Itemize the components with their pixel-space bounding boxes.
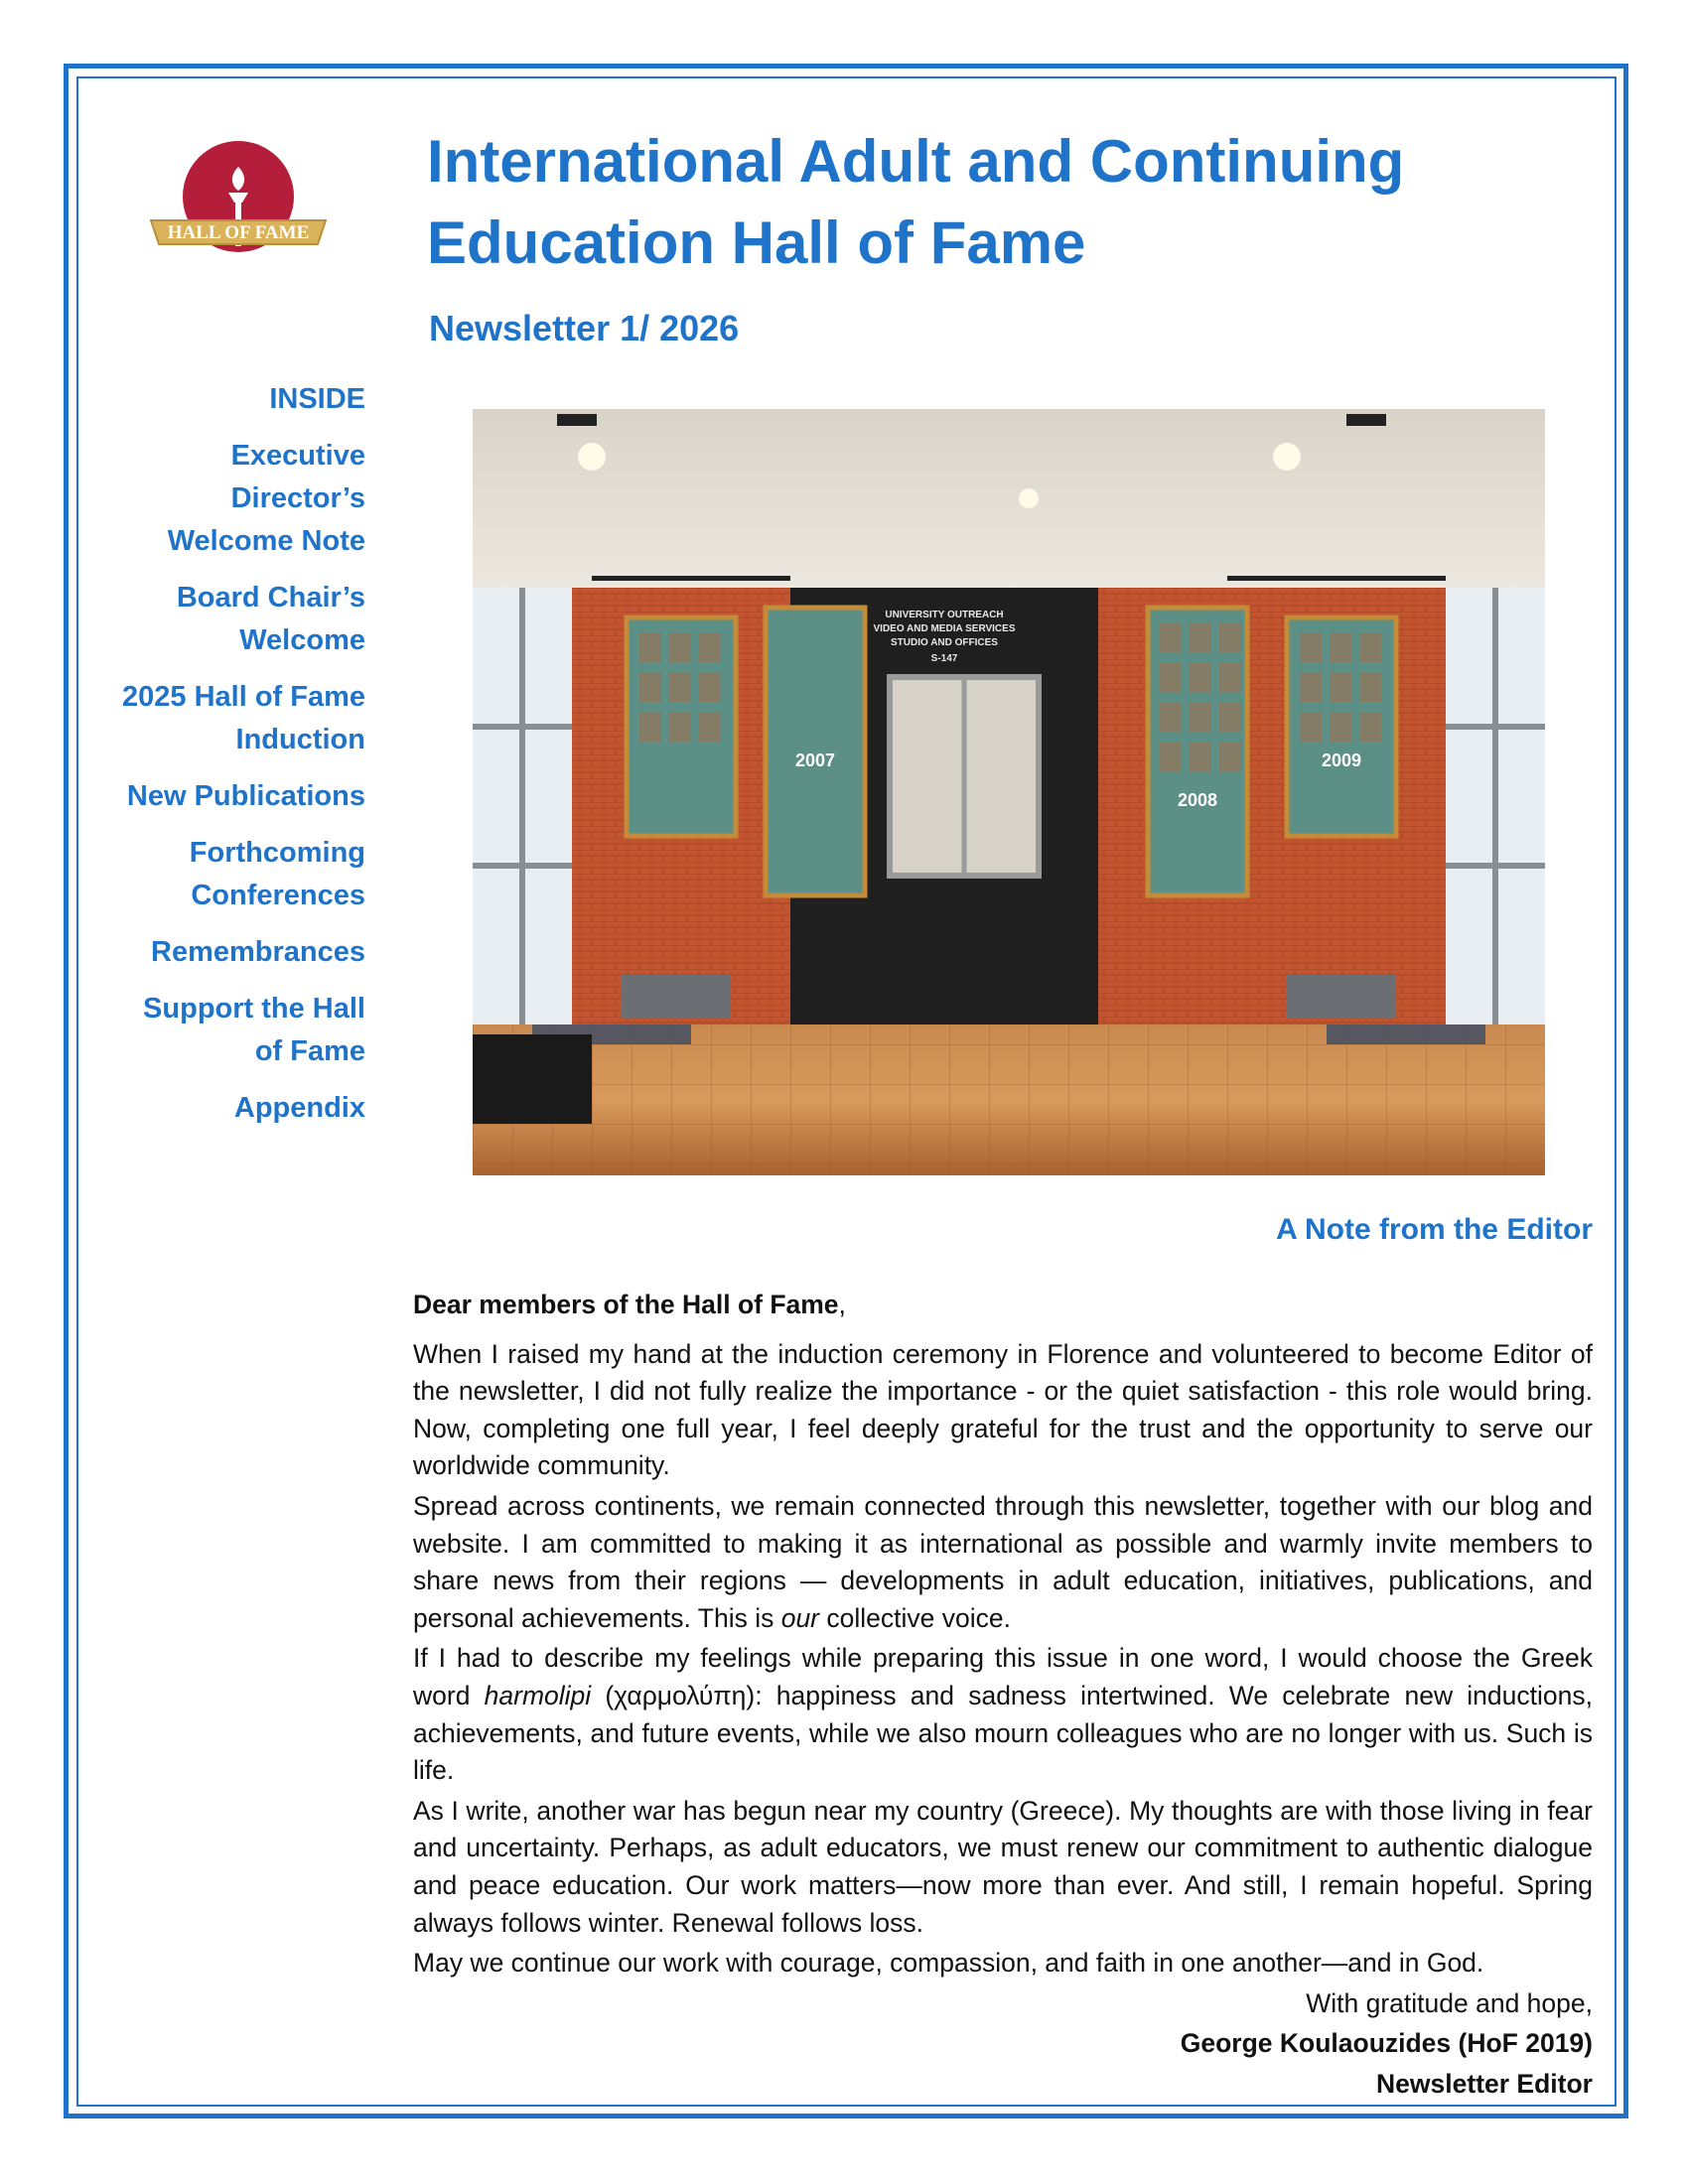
salutation-bold: Dear members of the Hall of Fame [413,1290,839,1319]
toc-item-support[interactable]: Support the Hall of Fame [143,993,365,1067]
paragraph-5: May we continue our work with courage, compassion, and faith in one another—and in God. [413,1948,1484,1979]
toc-item-appendix[interactable]: Appendix [233,1092,365,1124]
toc-item-induction[interactable]: 2025 Hall of Fame Induction [122,681,365,755]
photo-sign-line4: S-147 [930,653,958,664]
editor-note-heading: A Note from the Editor [1276,1213,1593,1246]
paragraph-2 [413,1488,1593,1637]
inside-toc [109,377,365,1144]
newsletter-issue: Newsletter 1/ 2026 [429,308,740,348]
hall-photo [473,409,1545,1175]
paragraph-3-b: (χαρμολύπη): happiness and sadness intertwined. We celebrate new inductions, achievements, and future events, while we also mourn colleagues who are no longer with us. Such is life. [413,1680,1593,1786]
paragraph-2-b: collective voice. [819,1602,1011,1633]
toc-item-publications[interactable]: New Publications [126,780,365,812]
photo-year-2008: 2008 [1177,790,1218,810]
salutation [413,1287,1593,1324]
paragraph-2-emphasis: our [780,1602,820,1633]
hall-of-fame-logo [149,137,328,266]
photo-year-2009: 2009 [1321,751,1362,770]
toc-item-board-chair[interactable]: Board Chair’s Welcome [176,582,365,656]
toc-item-executive-director[interactable]: Executive Director’s Welcome Note [167,440,365,557]
signature-role: Newsletter Editor [1376,2068,1593,2099]
closing: With gratitude and hope, [1306,1987,1593,2018]
salutation-comma: , [838,1290,846,1319]
photo-sign-line3: STUDIO AND OFFICES [891,637,998,648]
toc-item-conferences[interactable]: Forthcoming Conferences [189,837,365,911]
photo-sign-line2: VIDEO AND MEDIA SERVICES [873,623,1016,634]
paragraph-2-a: Spread across continents, we remain connected through this newsletter, together with our blog and website. I am committed to making it as international as possible and warmly invite members to share news from their regions — developments in adult education, initiatives, publications, and personal achievements. This is [413,1490,1593,1633]
paragraph-3-a: If I had to describe my feelings while preparing this issue in one word, I would choose the Greek word [413,1643,1593,1710]
paragraph-4: As I write, another war has begun near my country (Greece). My thoughts are with those living in fear and uncertainty. Perhaps, as adult educators, we must renew our commitment to authentic dialogue and peace education. Our work matters—now more than ever. And still, I remain hopeful. Spring always follows winter. Renewal follows loss. [413,1795,1593,1938]
photo-year-2007: 2007 [794,751,836,770]
toc-heading: INSIDE [269,383,365,415]
paragraph-3-emphasis: harmolipi [484,1680,592,1710]
paragraph-3 [413,1640,1593,1789]
signature-name: George Koulaouzides (HoF 2019) [1180,2028,1593,2059]
photo-sign-line1: UNIVERSITY OUTREACH [885,610,1004,620]
page-title: International Adult and Continuing Education Hall of Fame [427,128,1405,276]
paragraph-1: When I raised my hand at the induction ceremony in Florence and volunteered to become Editor of the newsletter, I did not fully realize the importance - or the quiet satisfaction - this role would bring. Now, completing one full year, I feel deeply grateful for the trust and the opportunity to serve our worldwide community. [413,1338,1593,1481]
editor-letter [413,1287,1593,2106]
toc-item-remembrances[interactable]: Remembrances [151,936,365,968]
logo-text: HALL OF FAME [167,222,310,243]
